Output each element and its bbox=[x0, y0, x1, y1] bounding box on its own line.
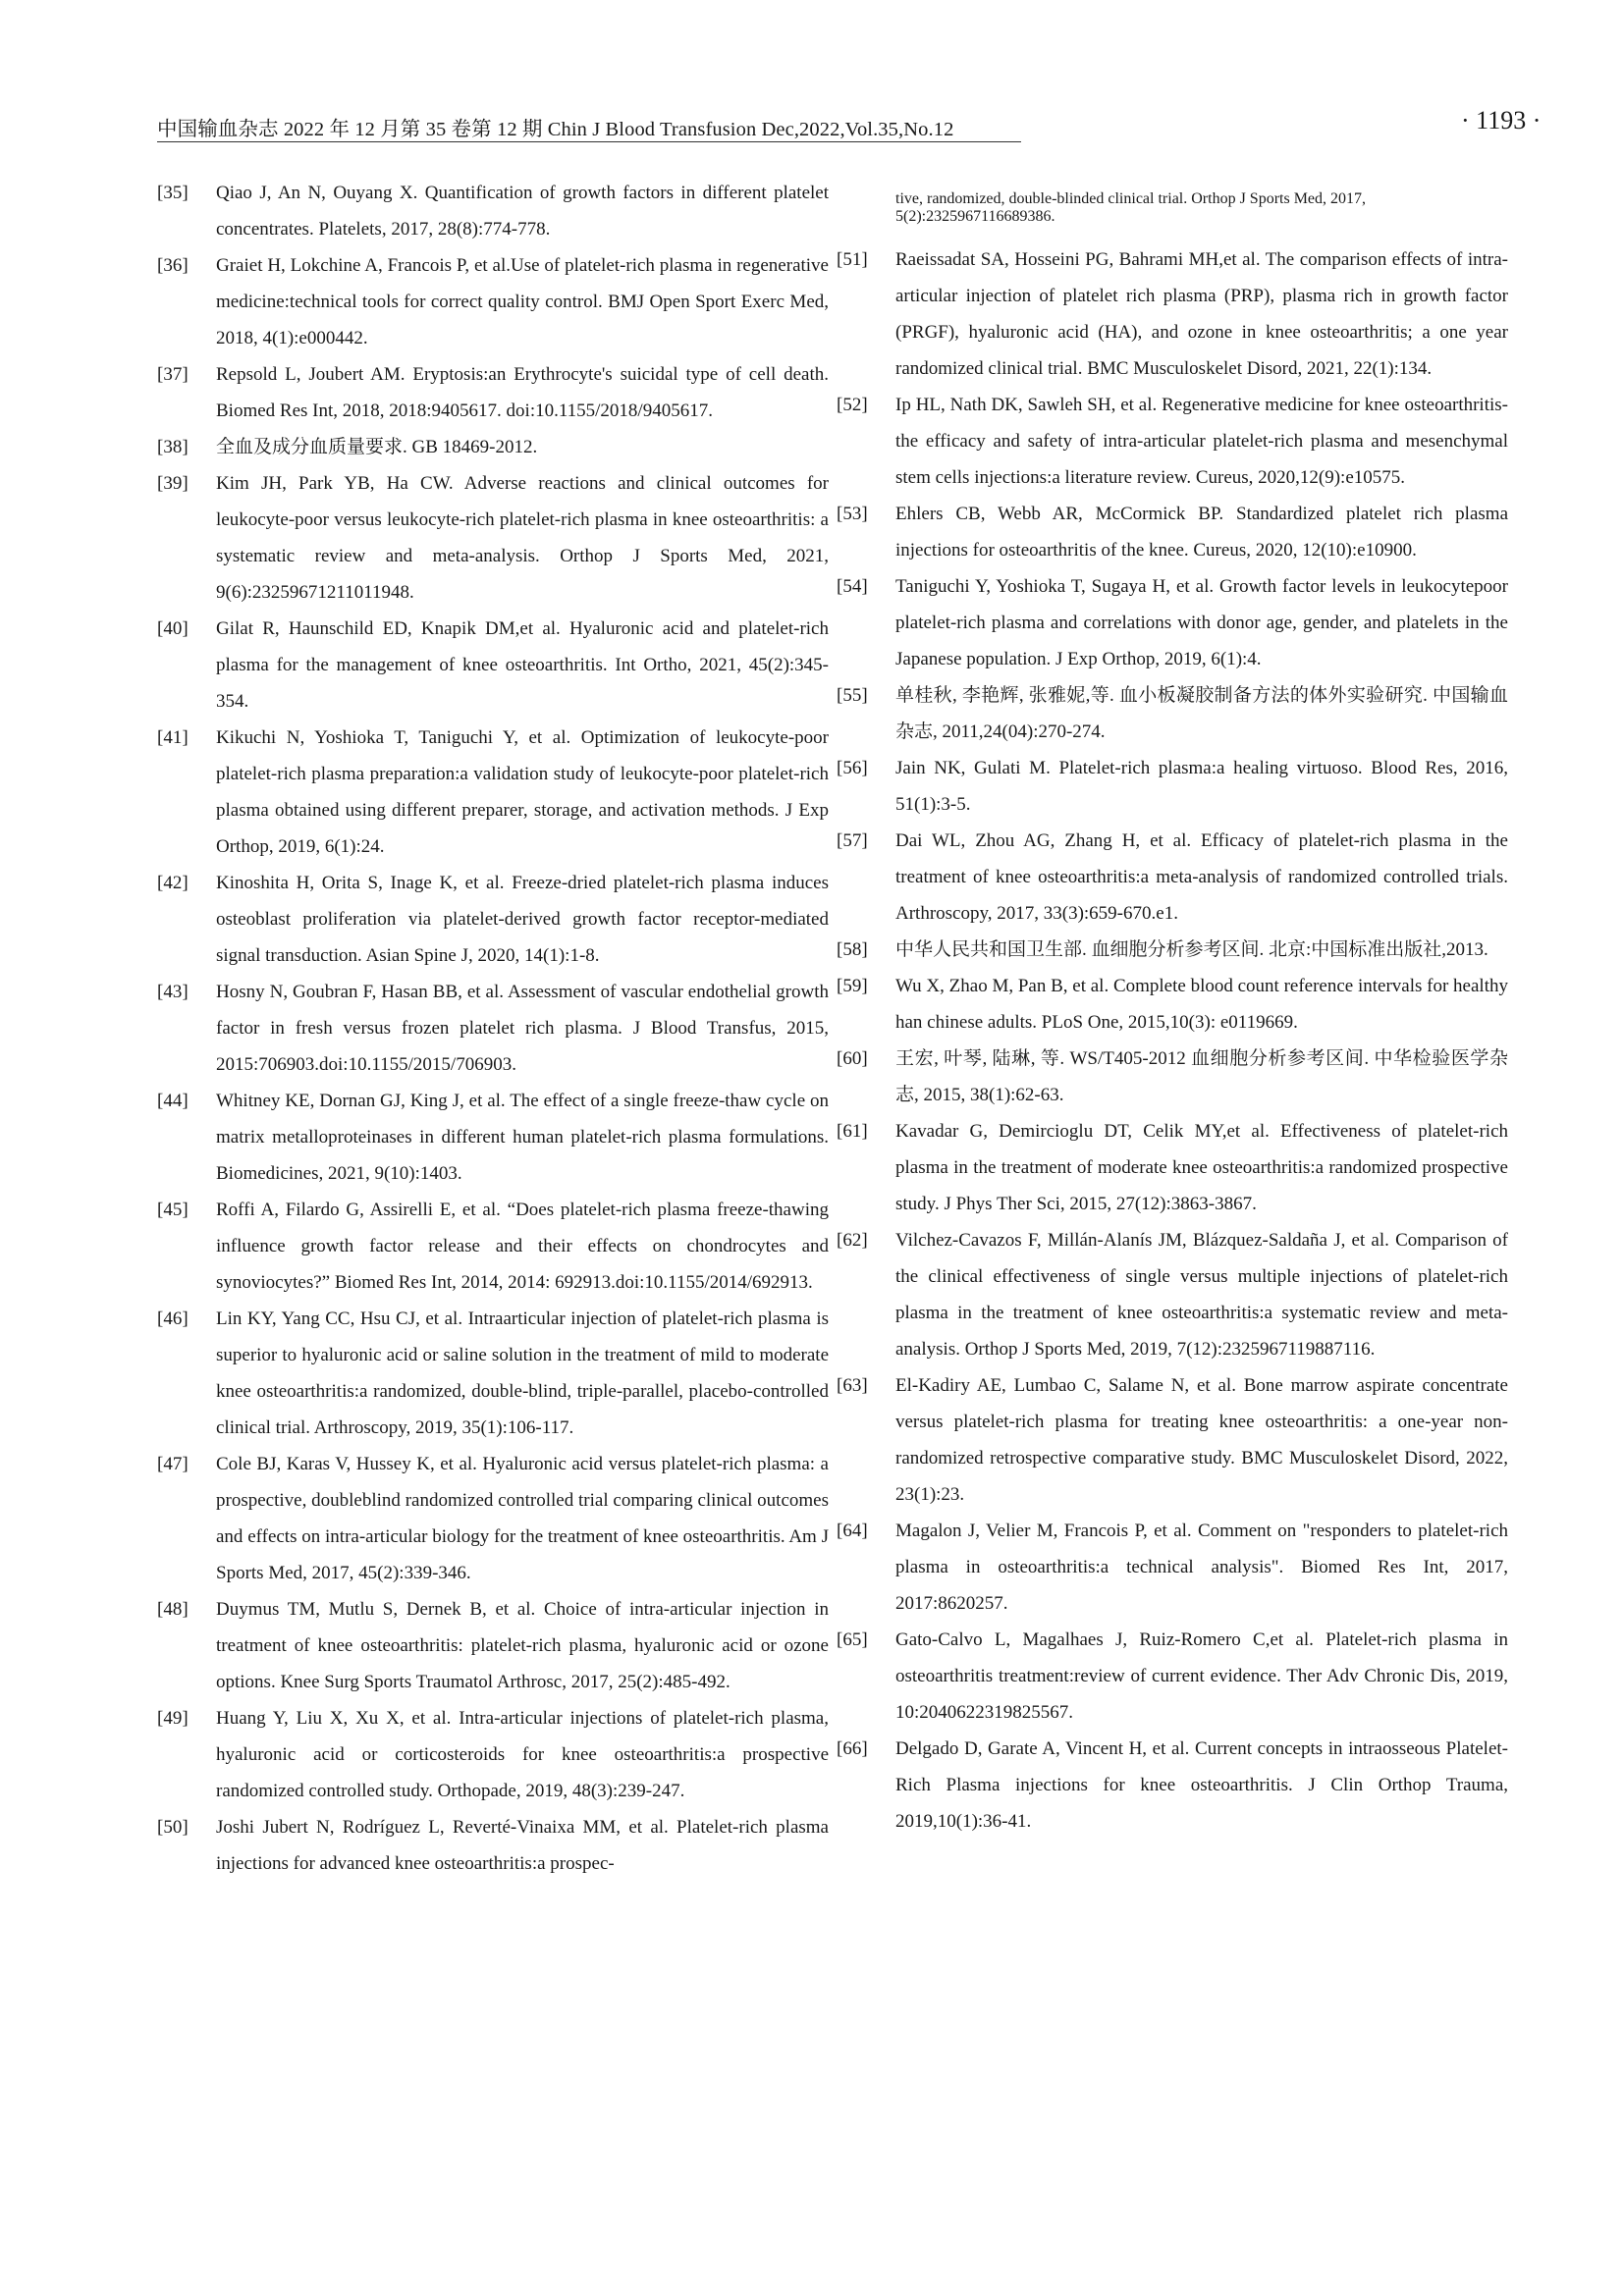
reference-text: Graiet H, Lokchine A, Francois P, et al.Use of platelet-rich plasma in regenerative medicine:technical tools for correct quality control. BMJ Open Sport Exerc Med, 2018, 4(1):e000442. bbox=[216, 255, 829, 348]
reference-number: [58] bbox=[837, 939, 868, 960]
reference-text: Duymus TM, Mutlu S, Dernek B, et al. Choice of intra-articular injection in treatment of knee osteoarthritis: platelet-rich plasma, hyaluronic acid or ozone options. Knee Surg Sports Traumatol Arthrosc, 2017, 25(2):485-492. bbox=[216, 1599, 829, 1692]
reference-number: [56] bbox=[837, 758, 868, 778]
reference-number: [49] bbox=[157, 1708, 189, 1729]
reference-entry bbox=[157, 1700, 829, 1809]
reference-text: Cole BJ, Karas V, Hussey K, et al. Hyaluronic acid versus platelet-rich plasma: a prospective, doubleblind randomized controlled trial comparing clinical outcomes and effects on intra-articular biology for the treatment of knee osteoarthritis. Am J Sports Med, 2017, 45(2):339-346. bbox=[216, 1454, 829, 1583]
reference-number: [59] bbox=[837, 976, 868, 996]
reference-number: [66] bbox=[837, 1738, 868, 1759]
reference-number: [41] bbox=[157, 727, 189, 748]
reference-number: [63] bbox=[837, 1375, 868, 1396]
reference-number: [38] bbox=[157, 437, 189, 457]
reference-continuation: tive, randomized, double-blinded clinical trial. Orthop J Sports Med, 2017, 5(2):2325967116689386. bbox=[895, 190, 1367, 225]
reference-number: [61] bbox=[837, 1121, 868, 1142]
reference-entry bbox=[837, 1041, 1508, 1113]
reference-text: Taniguchi Y, Yoshioka T, Sugaya H, et al. Growth factor levels in leukocytepoor platelet-rich plasma and correlations with donor age, gender, and platelets in the Japanese population. J Exp Orthop, 2019, 6(1):4. bbox=[895, 576, 1508, 669]
reference-text: Raeissadat SA, Hosseini PG, Bahrami MH,et al. The comparison effects of intra-articular injection of platelet rich plasma (PRP), plasma rich in growth factor (PRGF), hyaluronic acid (HA), and ozone in knee osteoarthritis; a one year randomized clinical trial. BMC Musculoskelet Disord, 2021, 22(1):134. bbox=[895, 249, 1508, 379]
reference-number: [52] bbox=[837, 395, 868, 415]
reference-number: [40] bbox=[157, 618, 189, 639]
reference-entry bbox=[157, 1192, 829, 1301]
reference-entry bbox=[837, 1367, 1508, 1513]
reference-text: Kim JH, Park YB, Ha CW. Adverse reactions and clinical outcomes for leukocyte-poor versus leukocyte-rich platelet-rich plasma in knee osteoarthritis: a systematic review and meta-analysis. Orthop J Sports Med, 2021, 9(6):23259671211011948. bbox=[216, 473, 829, 603]
page-header bbox=[157, 106, 1542, 145]
reference-text: Dai WL, Zhou AG, Zhang H, et al. Efficacy of platelet-rich plasma in the treatment of knee osteoarthritis:a meta-analysis of randomized controlled trials. Arthroscopy, 2017, 33(3):659-670.e1. bbox=[895, 830, 1508, 924]
reference-text: Huang Y, Liu X, Xu X, et al. Intra-articular injections of platelet-rich plasma, hyaluronic acid or corticosteroids for knee osteoarthritis:a prospective randomized controlled study. Orthopade, 2019, 48(3):239-247. bbox=[216, 1708, 829, 1801]
reference-text: Gilat R, Haunschild ED, Knapik DM,et al. Hyaluronic acid and platelet-rich plasma for the management of knee osteoarthritis. Int Ortho, 2021, 45(2):345-354. bbox=[216, 618, 829, 712]
reference-entry bbox=[837, 568, 1508, 677]
reference-number: [36] bbox=[157, 255, 189, 276]
reference-entry bbox=[837, 677, 1508, 750]
reference-text: Kavadar G, Demircioglu DT, Celik MY,et al. Effectiveness of platelet-rich plasma in the treatment of moderate knee osteoarthritis:a randomized prospective study. J Phys Ther Sci, 2015, 27(12):3863-3867. bbox=[895, 1121, 1508, 1214]
reference-text: Ehlers CB, Webb AR, McCormick BP. Standardized platelet rich plasma injections for osteoarthritis of the knee. Cureus, 2020, 12(10):e10900. bbox=[895, 504, 1508, 561]
reference-entry bbox=[157, 1809, 829, 1882]
reference-number: [65] bbox=[837, 1629, 868, 1650]
reference-entry bbox=[157, 1591, 829, 1700]
reference-text: Kikuchi N, Yoshioka T, Taniguchi Y, et al. Optimization of leukocyte-poor platelet-rich plasma preparation:a validation study of leukocyte-poor platelet-rich plasma obtained using different preparer, storage, and activation methods. J Exp Orthop, 2019, 6(1):24. bbox=[216, 727, 829, 857]
reference-entry bbox=[157, 974, 829, 1083]
reference-number: [64] bbox=[837, 1521, 868, 1541]
reference-text: 王宏, 叶琴, 陆琳, 等. WS/T405-2012 血细胞分析参考区间. 中华检验医学杂志, 2015, 38(1):62-63. bbox=[895, 1048, 1508, 1105]
running-head: 中国输血杂志 2022 年 12 月第 35 卷第 12 期 Chin J Blood Transfusion Dec,2022,Vol.35,No.12 bbox=[157, 119, 954, 140]
page-number: · 1193 · bbox=[1461, 106, 1542, 134]
reference-number: [50] bbox=[157, 1817, 189, 1838]
reference-entry bbox=[157, 247, 829, 356]
reference-number: [35] bbox=[157, 183, 189, 203]
reference-text: Wu X, Zhao M, Pan B, et al. Complete blood count reference intervals for healthy han chinese adults. PLoS One, 2015,10(3): e0119669. bbox=[895, 976, 1508, 1033]
references-right-column bbox=[837, 175, 1508, 1840]
reference-number: [55] bbox=[837, 685, 868, 706]
reference-entry bbox=[157, 1446, 829, 1591]
reference-entry bbox=[157, 1083, 829, 1192]
reference-entry bbox=[837, 932, 1508, 968]
reference-entry bbox=[837, 1113, 1508, 1222]
reference-text: 全血及成分血质量要求. GB 18469-2012. bbox=[216, 437, 538, 457]
reference-entry bbox=[837, 496, 1508, 568]
reference-number: [44] bbox=[157, 1091, 189, 1111]
reference-entry bbox=[837, 968, 1508, 1041]
header-rule bbox=[157, 141, 1021, 142]
reference-text: El-Kadiry AE, Lumbao C, Salame N, et al. Bone marrow aspirate concentrate versus platelet-rich plasma for treating knee osteoarthritis: a one-year non-randomized retrospective comparative study. BMC Musculoskelet Disord, 2022, 23(1):23. bbox=[895, 1375, 1508, 1505]
reference-number: [62] bbox=[837, 1230, 868, 1251]
reference-number: [48] bbox=[157, 1599, 189, 1620]
reference-text: Lin KY, Yang CC, Hsu CJ, et al. Intraarticular injection of platelet-rich plasma is superior to hyaluronic acid or saline solution in the treatment of mild to moderate knee osteoarthritis:a randomized, double-blind, triple-parallel, placebo-controlled clinical trial. Arthroscopy, 2019, 35(1):106-117. bbox=[216, 1308, 829, 1438]
reference-entry bbox=[157, 429, 829, 465]
reference-text: Delgado D, Garate A, Vincent H, et al. Current concepts in intraosseous Platelet-Rich Plasma injections for knee osteoarthritis. J Clin Orthop Trauma, 2019,10(1):36-41. bbox=[895, 1738, 1508, 1832]
reference-text: Roffi A, Filardo G, Assirelli E, et al. “Does platelet-rich plasma freeze-thawing influence growth factor release and their effects on chondrocytes and synoviocytes?” Biomed Res Int, 2014, 2014: 692913.doi:10.1155/2014/692913. bbox=[216, 1200, 829, 1293]
reference-entry bbox=[157, 465, 829, 611]
reference-text: 中华人民共和国卫生部. 血细胞分析参考区间. 北京:中国标准出版社,2013. bbox=[895, 939, 1488, 960]
reference-text: Magalon J, Velier M, Francois P, et al. Comment on "responders to platelet-rich plasma in osteoarthritis:a technical analysis". Biomed Res Int, 2017, 2017:8620257. bbox=[895, 1521, 1508, 1614]
reference-entry bbox=[157, 356, 829, 429]
reference-entry bbox=[157, 865, 829, 974]
reference-number: [42] bbox=[157, 873, 189, 893]
reference-text: Whitney KE, Dornan GJ, King J, et al. The effect of a single freeze-thaw cycle on matrix metalloproteinases in different human platelet-rich plasma formulations. Biomedicines, 2021, 9(10):1403. bbox=[216, 1091, 829, 1184]
reference-text: Joshi Jubert N, Rodríguez L, Reverté-Vinaixa MM, et al. Platelet-rich plasma injections for advanced knee osteoarthritis:a prospec- bbox=[216, 1817, 829, 1874]
reference-entry bbox=[157, 611, 829, 720]
reference-text: Vilchez-Cavazos F, Millán-Alanís JM, Blázquez-Saldaña J, et al. Comparison of the clinical effectiveness of single versus multiple injections of platelet-rich plasma in the treatment of knee osteoarthritis:a systematic review and meta-analysis. Orthop J Sports Med, 2019, 7(12):2325967119887116. bbox=[895, 1230, 1508, 1360]
reference-text: Kinoshita H, Orita S, Inage K, et al. Freeze-dried platelet-rich plasma induces osteoblast proliferation via platelet-derived growth factor receptor-mediated signal transduction. Asian Spine J, 2020, 14(1):1-8. bbox=[216, 873, 829, 966]
reference-text: Ip HL, Nath DK, Sawleh SH, et al. Regenerative medicine for knee osteoarthritis-the efficacy and safety of intra-articular platelet-rich plasma and mesenchymal stem cells injections:a literature review. Cureus, 2020,12(9):e10575. bbox=[895, 395, 1508, 488]
reference-number: [57] bbox=[837, 830, 868, 851]
reference-entry bbox=[157, 720, 829, 865]
reference-entry bbox=[837, 1222, 1508, 1367]
reference-text: Repsold L, Joubert AM. Eryptosis:an Erythrocyte's suicidal type of cell death. Biomed Res Int, 2018, 2018:9405617. doi:10.1155/2018/9405617. bbox=[216, 364, 829, 421]
reference-number: [60] bbox=[837, 1048, 868, 1069]
reference-number: [47] bbox=[157, 1454, 189, 1474]
references-left-column bbox=[157, 175, 829, 1882]
reference-number: [45] bbox=[157, 1200, 189, 1220]
reference-number: [51] bbox=[837, 249, 868, 270]
reference-text: Jain NK, Gulati M. Platelet-rich plasma:a healing virtuoso. Blood Res, 2016, 51(1):3-5. bbox=[895, 758, 1508, 815]
reference-entry bbox=[837, 1513, 1508, 1622]
reference-number: [54] bbox=[837, 576, 868, 597]
reference-text: Qiao J, An N, Ouyang X. Quantification of growth factors in different platelet concentrates. Platelets, 2017, 28(8):774-778. bbox=[216, 183, 829, 240]
reference-number: [43] bbox=[157, 982, 189, 1002]
reference-entry bbox=[837, 750, 1508, 823]
reference-entry bbox=[837, 1731, 1508, 1840]
reference-text: 单桂秋, 李艳辉, 张雅妮,等. 血小板凝胶制备方法的体外实验研究. 中国输血杂志, 2011,24(04):270-274. bbox=[895, 685, 1508, 742]
reference-number: [53] bbox=[837, 504, 868, 524]
reference-entry bbox=[837, 241, 1508, 387]
reference-number: [39] bbox=[157, 473, 189, 494]
reference-text: Hosny N, Goubran F, Hasan BB, et al. Assessment of vascular endothelial growth factor in fresh versus frozen platelet rich plasma. J Blood Transfus, 2015, 2015:706903.doi:10.1155/2015/706903. bbox=[216, 982, 829, 1075]
reference-entry bbox=[837, 1622, 1508, 1731]
reference-entry bbox=[157, 175, 829, 247]
reference-entry bbox=[837, 387, 1508, 496]
reference-number: [46] bbox=[157, 1308, 189, 1329]
reference-entry bbox=[837, 823, 1508, 932]
reference-number: [37] bbox=[157, 364, 189, 385]
reference-text: Gato-Calvo L, Magalhaes J, Ruiz-Romero C,et al. Platelet-rich plasma in osteoarthritis treatment:review of current evidence. Ther Adv Chronic Dis, 2019, 10:2040622319825567. bbox=[895, 1629, 1508, 1723]
reference-entry bbox=[157, 1301, 829, 1446]
